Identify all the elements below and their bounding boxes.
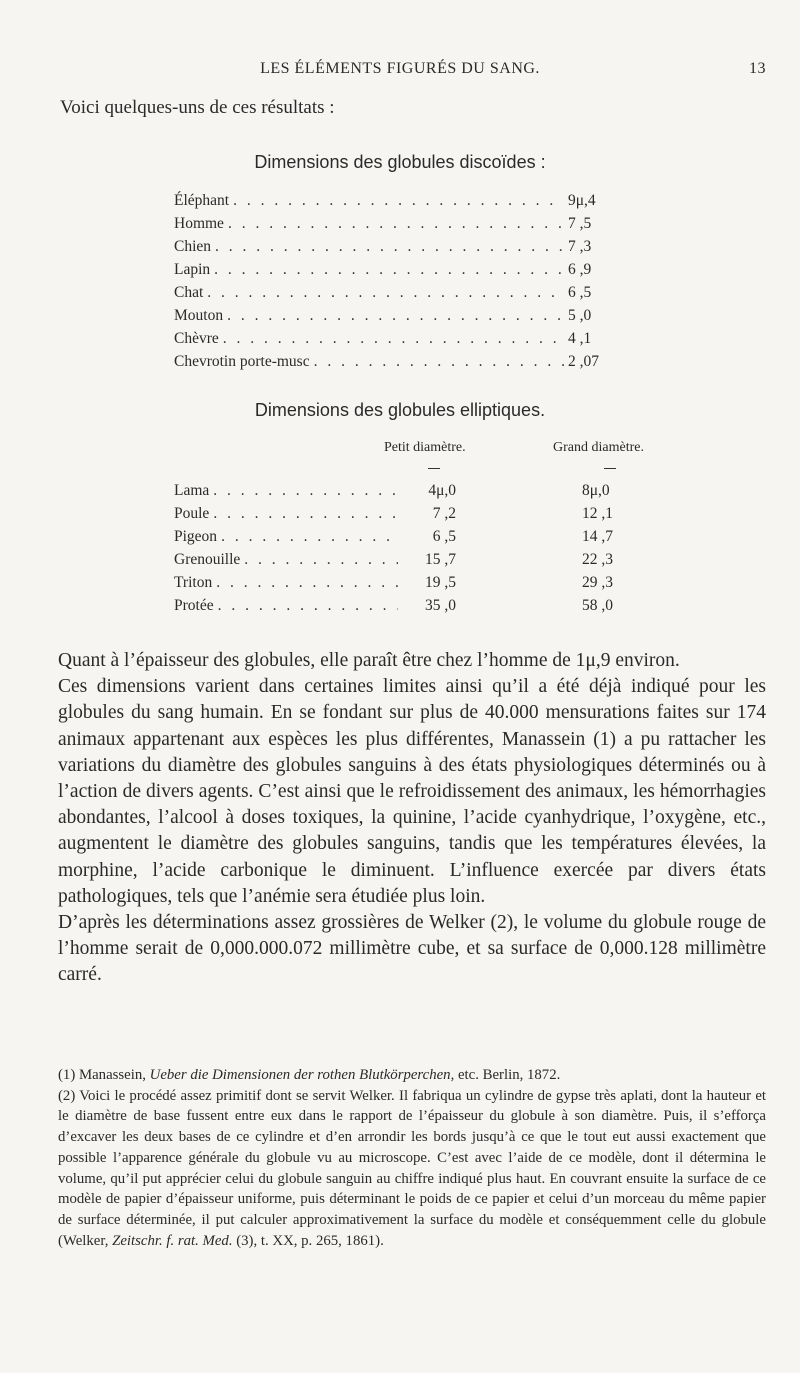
table-row xyxy=(174,480,456,502)
table-row xyxy=(174,328,630,350)
species-name: Chat xyxy=(174,284,204,301)
diameter-value: 7 ,5 xyxy=(568,215,592,232)
paragraph: D’après les déterminations assez grossières de Welker (2), le volume du globule rouge de l’homme serait de 0,000.000.072 millimètre cube, et sa surface de 0,000.128 millimètre carré. xyxy=(58,912,766,986)
diameter-value: 6 ,5 xyxy=(568,284,592,301)
species-name: Triton xyxy=(174,574,213,591)
species-name: Chevrotin porte-musc xyxy=(174,353,310,370)
small-diameter: 7 ,2 xyxy=(432,505,456,522)
diameter-value: 2 ,07 xyxy=(568,353,599,370)
species-name: Lama xyxy=(174,482,210,499)
column-dash xyxy=(604,468,616,469)
footnote-1: (1) Manassein, Ueber die Dimensionen der rothen Blutkörperchen, etc. Berlin, 1872. xyxy=(58,1067,561,1083)
species-name: Chien xyxy=(174,238,212,255)
table-row xyxy=(174,190,630,212)
paragraph: Ces dimensions varient dans certaines limites ainsi qu’il a été déjà indiqué pour les globules du sang humain. En se fondant sur plus de 40.000 mensurations faites sur 174 animaux appartenant aux espèces les plus différentes, Manassein (1) a pu rattacher les variations du diamètre des globules sanguins à des états physiologiques déterminés ou à l’action de divers agents. C’est ainsi que le refroidissement des animaux, les hémorrhagies abondantes, l’alcool à doses toxiques, la quinine, l’acide cyanhydrique, l’oxygène, etc., augmentent le diamètre des globules sanguins, tandis que les températures élevées, la morphine, l’acide carbonique le diminuent. L’influence exercée par divers états pathologiques, tels que l’anémie sera étudiée plus loin. xyxy=(58,676,766,907)
table-row xyxy=(174,595,456,617)
small-diameter: 35 ,0 xyxy=(425,597,456,614)
species-name: Homme xyxy=(174,215,224,232)
footnote-2: (2) Voici le procédé assez primitif dont se servit Welker. Il fabriqua un cylindre de gypse très aplati, dont la hauteur et le diamètre de base fussent entre eux dans le rapport de l’épaisseur du globule à son diamètre. Puis, il s’efforça d’excaver les deux bases de ce cylindre et d’en arrondir les bords jusqu’à ce que le tout eut aussi exactement que possible l’apparence générale du globule vu au microscope. C’est avec l’aide de ce modèle, dont il détermina le volume, qu’il put apprécier celui du globule sanguin au chiffre indiqué plus haut. En couvrant ensuite la surface de ce modèle de papier d’épaisseur uniforme, puis déterminant le poids de ce papier et celui d’un morceau du même papier de surface déterminée, il put calculer approximativement la surface du modèle et conséquemment celle du globule (Welker, Zeitschr. f. rat. Med. (3), t. XX, p. 265, 1861). xyxy=(58,1087,766,1249)
species-name: Mouton xyxy=(174,307,224,324)
column-dash xyxy=(428,468,440,469)
table-row xyxy=(174,503,456,525)
small-diameter: 19 ,5 xyxy=(425,574,456,591)
large-diameter: 58 ,0 xyxy=(582,597,613,614)
species-name: Grenouille xyxy=(174,551,241,568)
table-row xyxy=(174,213,630,235)
running-title: LES ÉLÉMENTS FIGURÉS DU SANG. xyxy=(260,60,540,77)
table-row xyxy=(174,259,630,281)
diameter-value: 7 ,3 xyxy=(568,238,592,255)
diameter-value: 6 ,9 xyxy=(568,261,592,278)
table-row xyxy=(174,236,630,258)
table-row xyxy=(174,351,630,373)
large-diameter: 12 ,1 xyxy=(582,505,613,522)
small-diameter: 6 ,5 xyxy=(432,528,456,545)
species-name: Chèvre xyxy=(174,330,219,347)
small-diameter: 15 ,7 xyxy=(425,551,456,568)
species-name: Éléphant xyxy=(174,192,230,209)
intro-line: Voici quelques-uns de ces résultats : xyxy=(60,97,335,118)
col-header-small: Petit diamètre. xyxy=(384,440,466,455)
large-diameter: 14 ,7 xyxy=(582,528,613,545)
discoid-heading: Dimensions des globules discoïdes : xyxy=(254,152,546,172)
species-name: Protée xyxy=(174,597,214,614)
table-row xyxy=(174,572,456,594)
table-row xyxy=(174,305,630,327)
large-diameter: 8μ,0 xyxy=(582,482,610,499)
table-row xyxy=(174,526,456,548)
species-name: Lapin xyxy=(174,261,211,278)
small-diameter: 4μ,0 xyxy=(428,482,456,499)
large-diameter: 22 ,3 xyxy=(582,551,613,568)
body-text xyxy=(58,648,766,989)
table-row xyxy=(174,549,456,571)
diameter-value: 9μ,4 xyxy=(568,192,596,209)
species-name: Pigeon xyxy=(174,528,218,545)
elliptic-heading: Dimensions des globules elliptiques. xyxy=(254,400,546,420)
diameter-value: 5 ,0 xyxy=(568,307,592,324)
paragraph: Quant à l’épaisseur des globules, elle paraît être chez l’homme de 1μ,9 environ. xyxy=(58,650,680,671)
large-diameter: 29 ,3 xyxy=(582,574,613,591)
col-header-large: Grand diamètre. xyxy=(553,440,644,455)
page-number: 13 xyxy=(749,60,766,77)
footnotes xyxy=(58,1065,766,1251)
species-name: Poule xyxy=(174,505,210,522)
table-row xyxy=(174,282,630,304)
diameter-value: 4 ,1 xyxy=(568,330,592,347)
